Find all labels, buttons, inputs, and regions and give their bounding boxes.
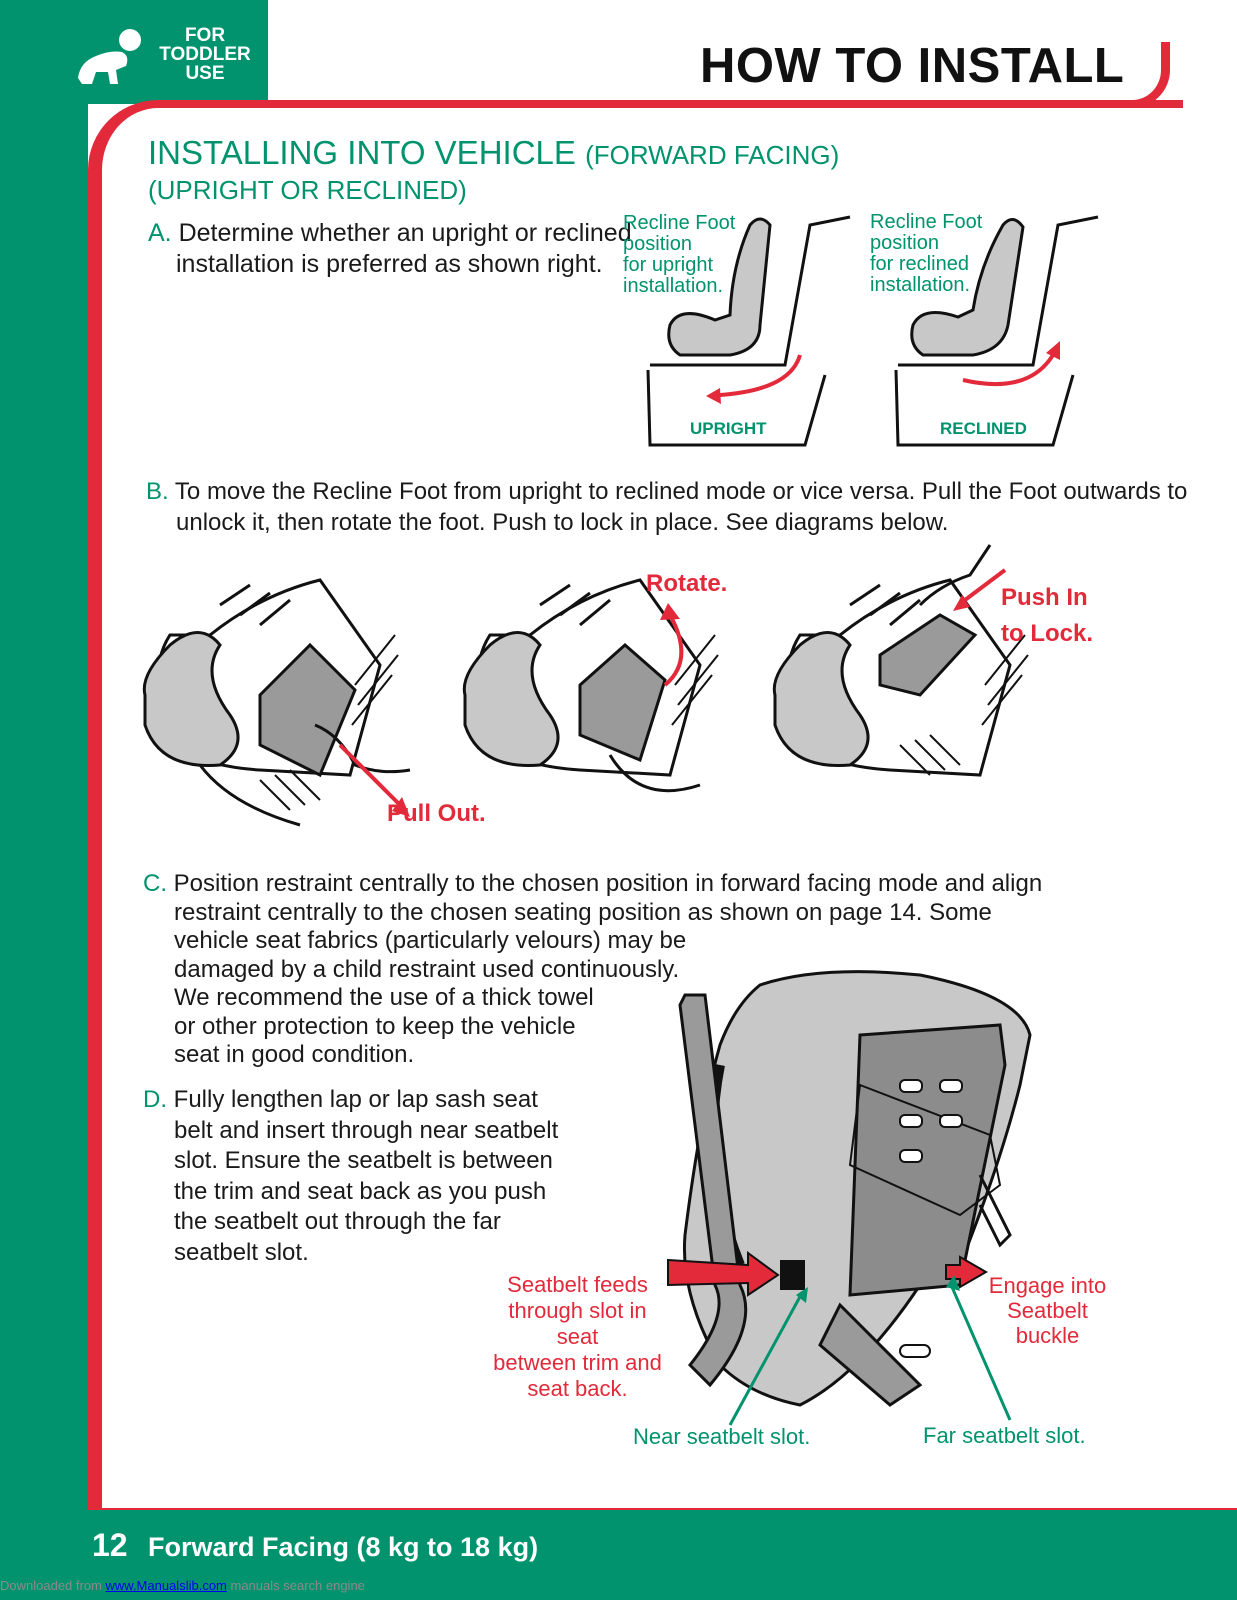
download-prefix: Downloaded from [0,1578,106,1593]
seatbelt-feed-caption: Seatbelt feeds through slot in seat between trim and seat back. [493,1272,662,1401]
reclined-caption: Recline Foot position for reclined installation. [870,211,983,296]
section-title-main: INSTALLING INTO VEHICLE [148,134,576,171]
push-in-label: Push In to Lock. [1001,584,1094,647]
engage-buckle-caption: Engage into Seatbelt buckle [988,1273,1107,1348]
download-suffix: manuals search engine [226,1578,365,1593]
title-hook-decoration [1120,42,1170,108]
step-c-line3: vehicle seat fabrics (particularly velours) may be [174,927,687,954]
step-c-line5: We recommend the use of a thick towel [174,984,594,1011]
upright-label: UPRIGHT [690,419,767,438]
left-green-strip [0,0,88,1600]
step-d-line1: Fully lengthen lap or lap sash seat [173,1086,538,1113]
toddler-icon [70,26,150,88]
step-b-letter: B. [146,478,169,505]
far-slot-label: Far seatbelt slot. [923,1423,1086,1448]
step-c-line2: restraint centrally to the chosen seating position as shown on page 14. Some [174,898,992,926]
step-b [146,476,1187,538]
step-a [148,218,632,280]
badge-label: FOR TODDLER USE [159,25,251,84]
rotate-diagram [460,575,740,835]
near-slot-label: Near seatbelt slot. [633,1424,811,1449]
manualslib-link[interactable]: www.Manualslib.com [105,1578,227,1593]
step-c-line7: seat in good condition. [174,1041,415,1068]
page-title: HOW TO INSTALL [700,39,1125,93]
step-a-letter: A. [148,219,172,247]
pull-out-diagram [140,575,420,835]
step-c-line4: damaged by a child restraint used continuously. [174,955,680,983]
footer-title: Forward Facing (8 kg to 18 kg) [148,1532,539,1562]
rotate-label: Rotate. [646,570,728,597]
seatbelt-routing-diagram [660,965,1060,1435]
step-b-line1: To move the Recline Foot from upright to reclined mode or vice versa. Pull the Foot outwards to [174,478,1188,505]
reclined-label: RECLINED [940,419,1027,438]
step-d-line6: seatbelt slot. [174,1238,309,1266]
step-b-line2: unlock it, then rotate the foot. Push to lock in place. See diagrams below. [176,509,949,536]
step-d-letter: D. [143,1086,167,1113]
pull-out-label: Pull Out. [387,800,486,827]
step-d-line3: slot. Ensure the seatbelt is between [174,1147,553,1174]
step-d-line2: belt and insert through near seatbelt [174,1116,559,1144]
section-title [148,134,839,172]
upright-caption: Recline Foot position for upright installation. [623,212,736,297]
step-a-line1: Determine whether an upright or reclined [178,219,632,247]
step-c-line1: Position restraint centrally to the chosen position in forward facing mode and align [173,870,1043,897]
step-d-line5: the seatbelt out through the far [174,1208,501,1235]
step-a-line2: installation is preferred as shown right. [176,250,603,278]
step-d [143,1085,558,1268]
section-subtitle: (UPRIGHT OR RECLINED) [148,175,467,205]
download-notice [0,1578,365,1593]
page-number: 12 [92,1527,128,1563]
step-d-line4: the trim and seat back as you push [174,1177,547,1205]
step-c-line6: or other protection to keep the vehicle [174,1012,576,1040]
step-c-letter: C. [143,870,167,897]
section-title-suffix: (FORWARD FACING) [585,140,840,170]
